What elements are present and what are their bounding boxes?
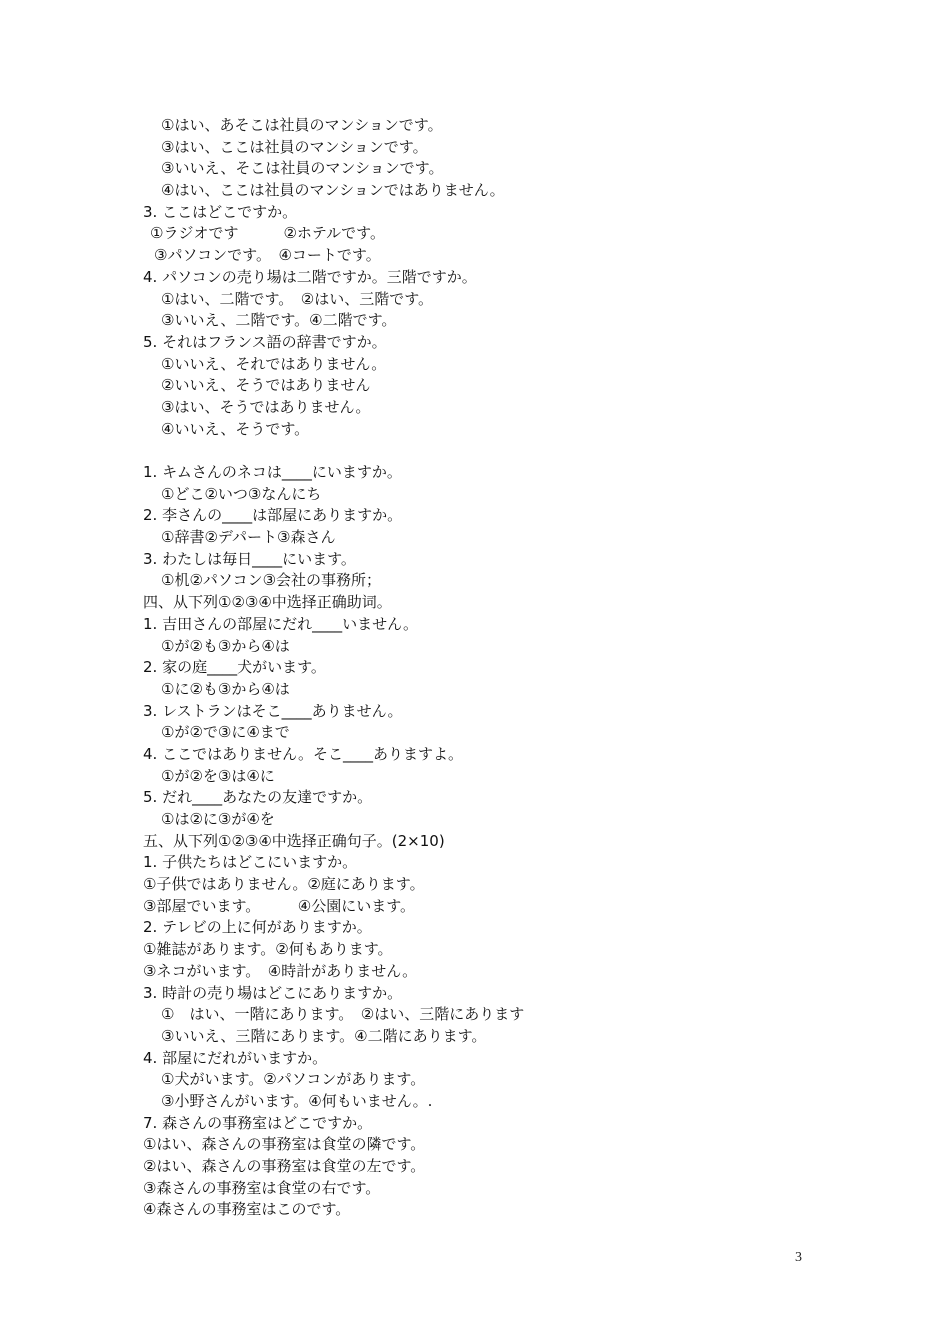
text-line: ①いいえ、それではありません。 <box>161 354 387 373</box>
question-line: 1. 子供たちはどこにいますか。 <box>143 853 358 872</box>
text-line: ③パソコンです。 ④コートです。 <box>154 246 381 265</box>
text-line: ①机②パソコン③会社の事務所； <box>161 571 382 590</box>
text-line: ①辞書②デパート③森さん <box>161 528 336 547</box>
text-line: ①犬がいます。②パソコンがあります。 <box>161 1070 426 1089</box>
text-line: ③いいえ、三階にあります。④二階にあります。 <box>161 1026 487 1045</box>
question-line: 2. 家の庭____犬がいます。 <box>143 658 326 677</box>
question-line: 3. ここはどこですか。 <box>143 202 298 221</box>
question-line: 3. わたしは毎日____にいます。 <box>143 549 356 568</box>
blank-line <box>143 440 843 462</box>
text-line: ①が②も③から④は <box>161 636 290 655</box>
question-line: 7. 森さんの事務室はどこですか。 <box>143 1113 373 1132</box>
text-line: ①どこ②いつ③なんにち <box>161 484 322 503</box>
question-line: 2. 李さんの____は部屋にありますか。 <box>143 506 403 525</box>
question-line: 3. 時計の売り場はどこにありますか。 <box>143 983 403 1002</box>
text-line: ④森さんの事務室はこのです。 <box>143 1200 351 1219</box>
question-line: 1. 吉田さんの部屋にだれ____いません。 <box>143 614 418 633</box>
text-line: ③いいえ、二階です。④二階です。 <box>161 311 397 330</box>
question-line: 4. パソコンの売り場は二階ですか。三階ですか。 <box>143 267 477 286</box>
page-number: 3 <box>795 1250 802 1265</box>
text-line: ③はい、そうではありません。 <box>161 397 371 416</box>
question-line: 5. それはフランス語の辞書ですか。 <box>143 332 387 351</box>
question-line: 4. ここではありません。そこ____ありますよ。 <box>143 744 463 763</box>
text-line: ②はい、森さんの事務室は食堂の左です。 <box>143 1157 426 1175</box>
text-line: ④いいえ、そうです。 <box>161 419 310 438</box>
text-line: ②いいえ、そうではありません <box>161 376 371 395</box>
question-line: 1. キムさんのネコは____にいますか。 <box>143 463 402 481</box>
document-body <box>143 115 843 1221</box>
text-line: ③部屋でいます。 ④公園にいます。 <box>143 896 415 915</box>
text-line: ①が②を③は④に <box>161 766 275 785</box>
text-line: ①に②も③から④は <box>161 679 290 698</box>
text-line: ③小野さんがいます。④何もいません。. <box>161 1091 433 1110</box>
text-line: ④はい、ここは社員のマンションではありません。 <box>161 181 505 200</box>
text-line: ①は②に③が④を <box>161 810 275 828</box>
text-line: ①が②で③に④まで <box>161 723 290 742</box>
question-line: 4. 部屋にだれがいますか。 <box>143 1048 328 1067</box>
text-line: ①はい、森さんの事務室は食堂の隣です。 <box>143 1135 426 1154</box>
text-line: ③森さんの事務室は食堂の右です。 <box>143 1178 381 1197</box>
text-line: ③はい、ここは社員のマンションです。 <box>161 137 428 156</box>
question-line: 3. レストランはそこ____ありません。 <box>143 701 403 720</box>
section-heading: 四、从下列①②③④中选择正确助词。 <box>143 593 392 612</box>
text-line: ①ラジオです ②ホテルです。 <box>150 224 385 243</box>
text-line: ① はい、一階にあります。 ②はい、三階にあります <box>161 1005 525 1024</box>
text-line: ③ネコがいます。 ④時計がありません。 <box>143 961 418 980</box>
text-line: ①はい、二階です。 ②はい、三階です。 <box>161 289 433 308</box>
question-line: 5. だれ____あなたの友達ですか。 <box>143 788 373 807</box>
question-line: 2. テレビの上に何がありますか。 <box>143 918 372 937</box>
text-line: ①はい、あそこは社員のマンションです。 <box>161 116 443 134</box>
section-heading: 五、从下列①②③④中选择正确句子。(2×10) <box>143 831 445 850</box>
text-line: ①子供ではありません。②庭にあります。 <box>143 875 425 894</box>
text-line: ③いいえ、そこは社員のマンションです。 <box>161 159 444 178</box>
text-line: ①雑誌があります。②何もあります。 <box>143 940 393 959</box>
